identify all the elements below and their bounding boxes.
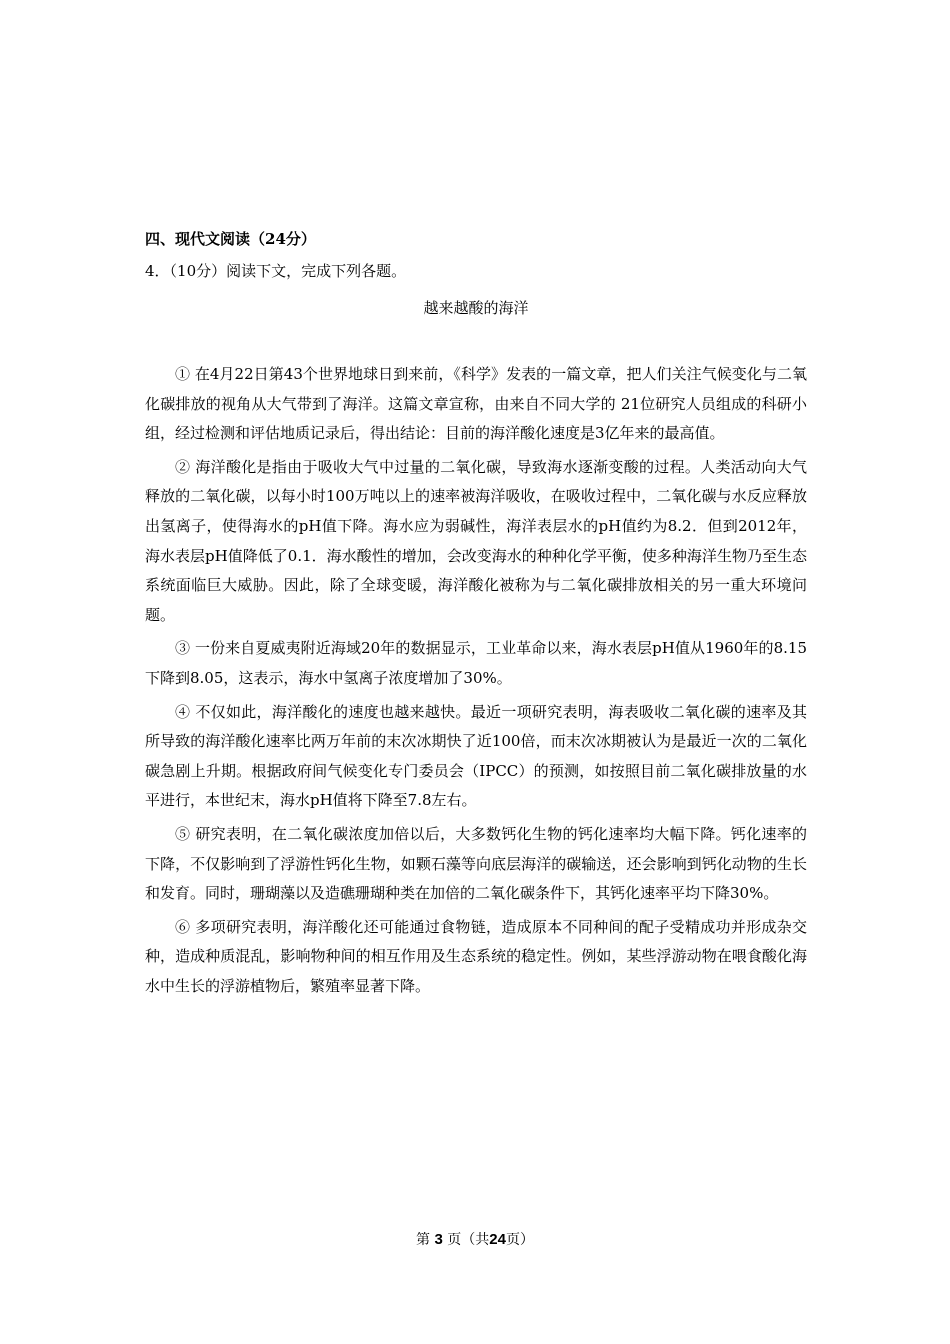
footer-suffix: 页）: [505, 1232, 534, 1248]
footer-total-pages: 24: [489, 1231, 506, 1248]
section-title: 四、现代文阅读（24分）: [145, 230, 316, 248]
paragraph-6: ⑥ 多项研究表明，海洋酸化还可能通过食物链，造成原本不同种间的配子受精成功并形成杂交种，造成种质混乱，影响物种间的相互作用及生态系统的稳定性。例如，某些浮游动物在喂食酸化海水中生长的浮游植物后，繁殖率显著下降。: [145, 917, 807, 995]
paragraph-5: ⑤ 研究表明，在二氧化碳浓度加倍以后，大多数钙化生物的钙化速率均大幅下降。钙化速率的下降，不仅影响到了浮游性钙化生物，如颗石藻等向底层海洋的碳输送，还会影响到钙化动物的生长和发育。同时，珊瑚藻以及造礁珊瑚种类在加倍的二氧化碳条件下，其钙化速率平均下降30%。: [145, 824, 807, 903]
paragraph-3: ③ 一份来自夏威夷附近海域20年的数据显示，工业革命以来，海水表层pH值从1960年的8.15下降到8.05，这表示，海水中氢离子浓度增加了30%。: [145, 639, 807, 687]
footer-prefix: 第: [416, 1232, 431, 1248]
paragraph-2: ② 海洋酸化是指由于吸收大气中过量的二氧化碳，导致海水逐渐变酸的过程。人类活动向大气释放的二氧化碳，以每小时100万吨以上的速率被海洋吸收，在吸收过程中，二氧化碳与水反应释放出氢离子，使得海水的pH值下降。海水应为弱碱性，海洋表层水的pH值约为8.2．但到2012年，海水表层pH值降低了0.1．海水酸性的增加，会改变海水的种种化学平衡，使多种海洋生物乃至生态系统面临巨大威胁。因此，除了全球变暖，海洋酸化被称为与二氧化碳排放相关的另一重大环境问题。: [145, 457, 807, 624]
page-footer: [0, 1230, 950, 1250]
paragraph-1: ① 在4月22日第43个世界地球日到来前，《科学》发表的一篇文章，把人们关注气候变化与二氧化碳排放的视角从大气带到了海洋。这篇文章宣称，由来自不同大学的 21位研究人员组成的科研小组，经过检测和评估地质记录后，得出结论：目前的海洋酸化速度是3亿年来的最高值。: [145, 365, 807, 443]
footer-page-number: 3: [434, 1231, 443, 1248]
article-title: 越来越酸的海洋: [423, 299, 529, 317]
question-prompt: 4．（10分）阅读下文，完成下列各题。: [145, 262, 407, 280]
article-body: [145, 360, 807, 1005]
paragraph-4: ④ 不仅如此，海洋酸化的速度也越来越快。最近一项研究表明，海表吸收二氧化碳的速率及其所导致的海洋酸化速率比两万年前的末次冰期快了近100倍，而末次冰期被认为是最近一次的二氧化碳急剧上升期。根据政府间气候变化专门委员会（IPCC）的预测，如按照目前二氧化碳排放量的水平进行，本世纪末，海水pH值将下降至7.8左右。: [145, 702, 807, 810]
footer-middle: 页（共: [447, 1232, 490, 1248]
